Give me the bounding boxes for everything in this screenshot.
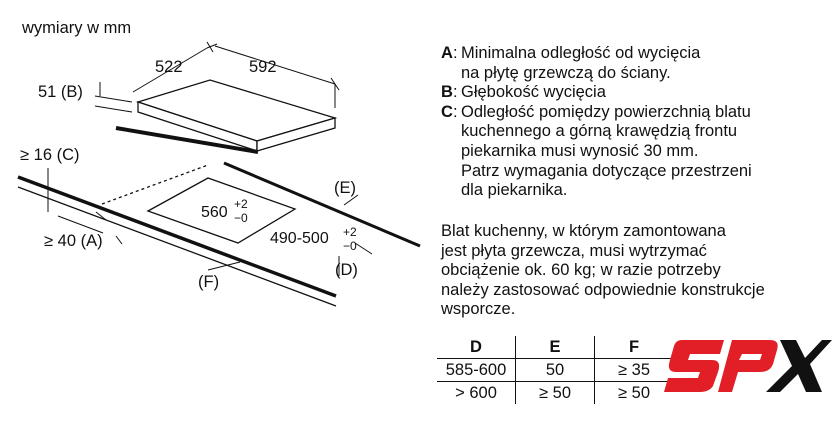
load-note (441, 222, 836, 320)
table-cell: > 600 (437, 382, 516, 405)
cutout-width-tol-minus: −0 (234, 211, 248, 225)
notes-list (441, 44, 836, 201)
note-a: A : Minimalna odległość od wycięcia na płytę grzewczą do ściany. (441, 44, 836, 83)
table-row (437, 382, 673, 405)
note-c: C : Odległość pomiędzy powierzchnią blatu kuchennego a górną krawędzią frontu piekarnika musi wynosić 30 mm. Patrz wymagania dotyczące przestrzeni dla piekarnika. (441, 103, 836, 201)
logo-letter-p (718, 340, 778, 392)
hob-height-label: 51 (B) (38, 83, 83, 101)
note-line: Głębokość wycięcia (461, 83, 606, 102)
table-row (437, 359, 673, 382)
note-b: B : Głębokość wycięcia (441, 83, 836, 103)
letter-d: (D) (335, 261, 358, 279)
table-cell: ≥ 35 (595, 359, 674, 382)
table-header: F (595, 336, 674, 359)
cutout-depth-tol-minus: −0 (343, 239, 357, 253)
table-cell: 50 (516, 359, 595, 382)
hob-depth-label: 522 (155, 58, 183, 76)
note-key: B (441, 83, 453, 102)
load-note-line: jest płyta grzewcza, musi wytrzymać (441, 241, 707, 260)
logo-letter-s (664, 340, 724, 392)
note-line: kuchennego a górną krawędzią frontu (461, 122, 738, 141)
load-note-line: należy zastosować odpowiednie konstrukcje (441, 280, 765, 299)
note-key: C (441, 102, 453, 121)
letter-f: (F) (198, 273, 220, 291)
clearance-table (437, 336, 673, 404)
cutout-width-label: 560 (201, 204, 228, 221)
spx-logo (662, 334, 832, 398)
cutout-width-tol-plus: +2 (234, 197, 248, 211)
note-line: na płytę grzewczą do ściany. (461, 63, 671, 82)
load-note-line: Blat kuchenny, w którym zamontowana (441, 222, 726, 240)
wall-gap-label: ≥ 40 (A) (44, 232, 103, 250)
table-header: D (437, 336, 516, 359)
cutout-depth-tol-plus: +2 (343, 225, 357, 239)
load-note-line: obciążenie ok. 60 kg; w razie potrzeby (441, 261, 721, 280)
hob-width-label: 592 (249, 58, 277, 76)
note-line: Minimalna odległość od wycięcia (461, 44, 701, 62)
table-header: E (516, 336, 595, 359)
note-line: piekarnika musi wynosić 30 mm. (461, 141, 699, 160)
table-header-row (437, 336, 673, 359)
cutout-outline (102, 165, 295, 243)
hob-plate (138, 80, 335, 151)
note-line: dla piekarnika. (461, 181, 568, 200)
letter-e: (E) (334, 179, 356, 197)
front-gap-label: ≥ 16 (C) (20, 146, 80, 164)
load-note-line: wsporcze. (441, 300, 516, 319)
units-caption: wymiary w mm (22, 19, 132, 37)
table-cell: 585-600 (437, 359, 516, 382)
table-cell: ≥ 50 (516, 382, 595, 405)
clearance-dimension-lines (48, 168, 372, 276)
note-key: A (441, 44, 453, 62)
note-line: Odległość pomiędzy powierzchnią blatu (461, 102, 751, 121)
table-cell: ≥ 50 (595, 382, 674, 405)
note-line: Patrz wymagania dotyczące przestrzeni (461, 161, 752, 180)
cutout-depth-label: 490-500 (270, 230, 329, 247)
